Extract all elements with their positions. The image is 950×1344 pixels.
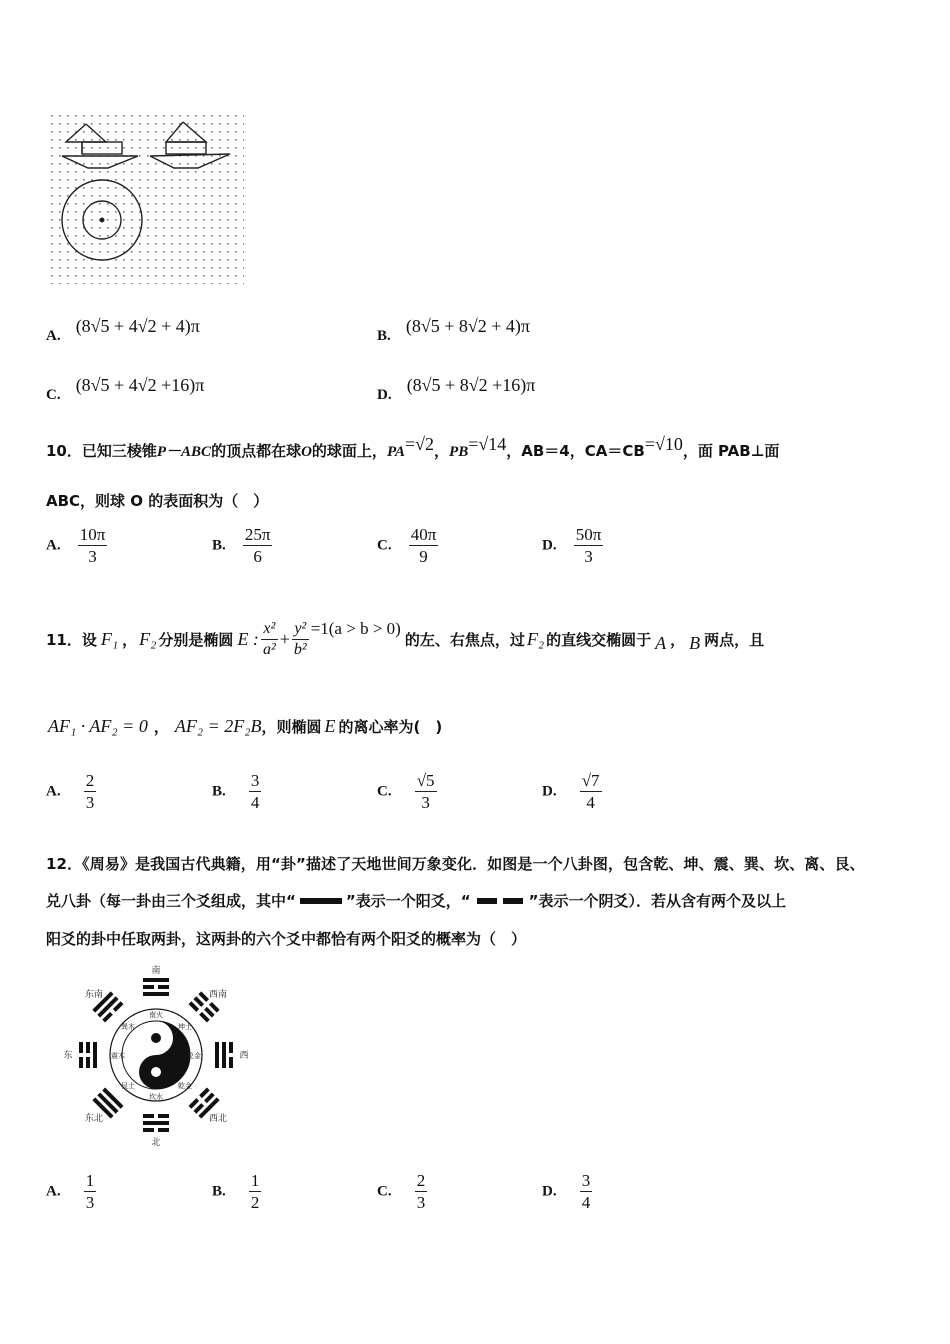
option-expression: (8√5 + 4√2 + 4)π (75, 316, 200, 336)
yang-line-icon (300, 898, 342, 904)
option-label: B. (377, 328, 391, 344)
q10-option-b[interactable]: B. $\frac{25\pi}{6}$ (212, 525, 271, 567)
q10-option-c[interactable]: C. $\frac{40\pi}{9}$ (377, 525, 437, 567)
fraction: $\frac{3}{4}$ (581, 1171, 591, 1213)
q12-stem-line2: 兑八卦（每一卦由三个爻组成，其中“ ”表示一个阳爻，“ ”表示一个阴爻）．若从含有两个及以上 (46, 892, 786, 910)
label-inner-southeast: 巽木 (121, 1023, 135, 1031)
label-inner-west: 兑金 (187, 1052, 201, 1060)
q11-option-d[interactable]: D. $\frac{√7}{4}$ (542, 771, 600, 813)
fraction: $\frac{3}{4}$ (250, 771, 260, 813)
label-inner-south: 南火 (149, 1011, 163, 1019)
fraction: $\frac{25\pi}{6}$ (244, 525, 271, 567)
q12-option-c[interactable]: C. $\frac{2}{3}$ (377, 1171, 426, 1213)
q10-option-a[interactable]: A. $\frac{10\pi}{3}$ (46, 525, 106, 567)
label-southwest: 西南 (208, 990, 228, 1000)
label-west: 西 (239, 1051, 249, 1061)
q11-option-b[interactable]: B. $\frac{3}{4}$ (212, 771, 260, 813)
q9-option-c[interactable] (46, 375, 205, 403)
fraction: $\frac{50\pi}{3}$ (575, 525, 602, 567)
fraction: $\frac{2}{3}$ (85, 771, 95, 813)
fraction: $\frac{2}{3}$ (416, 1171, 426, 1213)
label-south: 南 (151, 966, 161, 976)
fraction: $\frac{1}{2}$ (250, 1171, 260, 1213)
label-north: 北 (151, 1138, 161, 1148)
bagua-figure (60, 965, 252, 1149)
q12-stem-line3: 阳爻的卦中任取两卦，这两卦的六个爻中都恰有两个阳爻的概率为（ ） (46, 930, 527, 948)
q9-option-d[interactable] (377, 375, 536, 403)
q12-option-a[interactable]: A. $\frac{1}{3}$ (46, 1171, 95, 1213)
fraction: $\frac{√5}{3}$ (416, 771, 435, 813)
q12-option-d[interactable]: D. $\frac{3}{4}$ (542, 1171, 591, 1213)
label-inner-northwest: 乾金 (178, 1082, 192, 1090)
label-northwest: 西北 (208, 1114, 228, 1124)
option-expression: (8√5 + 4√2 +16)π (75, 375, 205, 395)
q9-option-a[interactable] (46, 316, 200, 344)
fraction: $\frac{1}{3}$ (85, 1171, 95, 1213)
q10-stem-line1: 10．已知三棱锥P－ABC的顶点都在球O的球面上，PA=√2，PB=√14，AB＝4，CA＝CB=√10，面 PAB⊥面 (46, 434, 780, 460)
label-east: 东 (63, 1051, 73, 1061)
q11-stem-line1: 11．设 F₁ ， F₂ 分别是椭圆 E : $\frac{\text{x²}}{\text{a²}}$ + $\frac{\text{y²}}{\text{b²}}$ =1(a > b > 0) 的左、右焦点，过 F₂ 的直线交椭圆于 A ， B 两点，且 (46, 619, 765, 658)
fraction: $\frac{10\pi}{3}$ (79, 525, 106, 567)
q11-stem-line2: AF₁ · AF₂ = 0 ， AF₂ = 2F₂B ，则椭圆 E 的离心率为( ) (48, 716, 443, 736)
q10-option-d[interactable]: D. $\frac{50\pi}{3}$ (542, 525, 602, 567)
q10-stem-line2: ABC，则球 O 的表面积为（ ） (46, 492, 269, 510)
label-inner-east: 震木 (111, 1052, 125, 1060)
label-northeast: 东北 (84, 1114, 104, 1124)
q9-option-b[interactable] (377, 316, 530, 344)
option-expression: (8√5 + 8√2 + 4)π (405, 316, 530, 336)
fraction: $\frac{40\pi}{9}$ (410, 525, 437, 567)
q11-option-a[interactable]: A. $\frac{2}{3}$ (46, 771, 95, 813)
option-label: A. (46, 328, 61, 344)
q12-option-b[interactable]: B. $\frac{1}{2}$ (212, 1171, 260, 1213)
option-expression: (8√5 + 8√2 +16)π (406, 375, 536, 395)
option-label: C. (46, 387, 61, 403)
yin-line-icon (477, 898, 523, 904)
label-inner-northeast: 艮土 (121, 1082, 135, 1090)
q12-stem-line1: 12．《周易》是我国古代典籍，用“卦”描述了天地世间万象变化．如图是一个八卦图，包含乾、坤、震、巽、坎、离、艮、 (46, 855, 865, 873)
label-inner-north: 坎水 (149, 1093, 163, 1101)
three-view-figure (48, 112, 244, 284)
option-label: D. (377, 387, 392, 403)
q11-option-c[interactable]: C. $\frac{√5}{3}$ (377, 771, 435, 813)
fraction: $\frac{√7}{4}$ (581, 771, 600, 813)
label-southeast: 东南 (84, 990, 104, 1000)
label-inner-southwest: 坤土 (178, 1023, 192, 1031)
